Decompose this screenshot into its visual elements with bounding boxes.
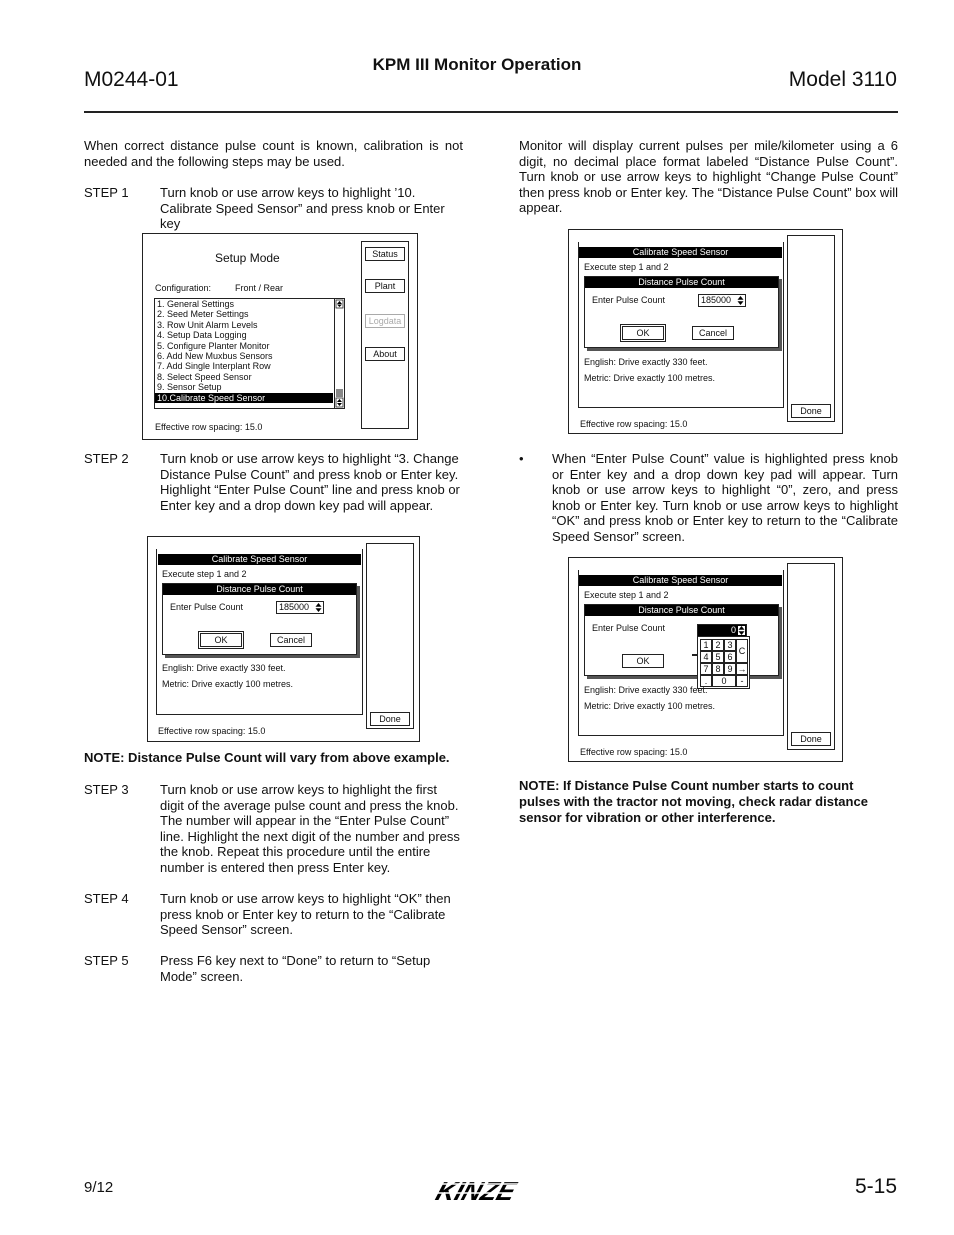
- step-4: [84, 891, 463, 938]
- pulse-count-value: 185000: [701, 295, 732, 305]
- pulse-count-value: 185000: [279, 602, 310, 612]
- calibrate-title-bar: Calibrate Speed Sensor: [158, 554, 361, 565]
- calibrate-screen-right: [568, 229, 843, 434]
- key-2[interactable]: 2: [712, 639, 724, 651]
- ok-button[interactable]: OK: [200, 633, 242, 647]
- calibrate-keypad-screen: [568, 557, 843, 762]
- row-spacing-footer: Effective row spacing: 15.0: [155, 422, 263, 432]
- english-text: English: Drive exactly 330 feet.: [162, 663, 286, 673]
- execute-text: Execute step 1 and 2: [584, 590, 669, 600]
- menu-items: [155, 299, 333, 403]
- key-6[interactable]: 6: [724, 651, 736, 663]
- row-spacing-footer: Effective row spacing: 15.0: [580, 747, 688, 757]
- kinze-logo: [428, 1176, 550, 1211]
- enter-pulse-label: Enter Pulse Count: [170, 602, 244, 612]
- step-label: STEP 3: [84, 782, 129, 797]
- enter-pulse-label: Enter Pulse Count: [592, 623, 666, 633]
- calibrate-panel: [578, 242, 784, 408]
- dialog-title-bar: Distance Pulse Count: [163, 584, 356, 595]
- step-5: [84, 953, 463, 984]
- list-item[interactable]: 4. Setup Data Logging: [157, 330, 247, 341]
- step-text: Turn knob or use arrow keys to highlight “3. Change Distance Pulse Count” and press knob or Enter key. Highlight “Enter Pulse Count” line and press knob or Enter key and a drop down key pad will appear.: [160, 451, 460, 513]
- bullet-text: When “Enter Pulse Count” value is highlighted press knob or Enter key and a drop down key pad will appear. Turn knob or use arrow keys to highlight “0”, zero, and press knob or Enter key. Turn knob or use arrow keys to highlight “OK” and press knob or Enter key to return to the “Calibrate Speed Sensor” screen.: [552, 451, 898, 544]
- function-key-panel: [787, 235, 835, 422]
- key-minus[interactable]: -: [736, 675, 748, 687]
- list-item[interactable]: 7. Add Single Interplant Row: [157, 361, 271, 372]
- dialog-title-bar: Distance Pulse Count: [585, 605, 778, 616]
- kinze-logo-icon: [428, 1176, 550, 1206]
- metric-text: Metric: Drive exactly 100 metres.: [162, 679, 294, 689]
- list-item[interactable]: 5. Configure Planter Monitor: [157, 340, 270, 351]
- step-text: Press F6 key next to “Done” to return to “Setup Mode” screen.: [160, 953, 431, 984]
- row-spacing-footer: Effective row spacing: 15.0: [158, 726, 266, 736]
- key-7[interactable]: 7: [700, 663, 712, 675]
- metric-text: Metric: Drive exactly 100 metres.: [584, 701, 716, 711]
- done-button[interactable]: Done: [791, 732, 831, 746]
- key-clear[interactable]: C: [736, 639, 748, 663]
- setup-mode-screen: [142, 233, 418, 440]
- key-1[interactable]: 1: [700, 639, 712, 651]
- right-intro: Monitor will display current pulses per mile/kilometer using a 6 digit, no decimal place format labeled “Distance Pulse Count”. Turn knob or use arrow keys to highlight “Change Pulse Count” then press knob or Enter key. The “Distance Pulse Count” box will appear.: [519, 138, 898, 215]
- bullet-symbol: •: [519, 451, 524, 466]
- list-item[interactable]: 2. Seed Meter Settings: [157, 309, 249, 320]
- config-value: Front / Rear: [235, 283, 284, 293]
- header-rule: [84, 111, 898, 113]
- bullet-paragraph: [519, 451, 898, 544]
- enter-pulse-label: Enter Pulse Count: [592, 295, 666, 305]
- key-3[interactable]: 3: [724, 639, 736, 651]
- step-label: STEP 2: [84, 451, 129, 466]
- page-title: KPM III Monitor Operation: [372, 55, 582, 74]
- list-item[interactable]: 9. Sensor Setup: [157, 382, 222, 393]
- scrollbar-arrows-icon: [335, 299, 344, 408]
- key-5[interactable]: 5: [712, 651, 724, 663]
- row-spacing-footer: Effective row spacing: 15.0: [580, 419, 688, 429]
- step-label: STEP 1: [84, 185, 129, 200]
- ok-button[interactable]: OK: [622, 326, 664, 340]
- execute-text: Execute step 1 and 2: [584, 262, 669, 272]
- execute-text: Execute step 1 and 2: [162, 569, 247, 579]
- list-item-selected[interactable]: 10.Calibrate Speed Sensor: [155, 393, 333, 403]
- list-item[interactable]: 3. Row Unit Alarm Levels: [157, 319, 258, 330]
- pulse-count-value: 0: [730, 625, 736, 635]
- function-key-panel: [366, 543, 414, 729]
- setup-menu-list[interactable]: [154, 298, 345, 409]
- step-label: STEP 5: [84, 953, 129, 968]
- step-1: [84, 185, 463, 232]
- calibrate-screen-left: [147, 536, 420, 742]
- function-key-panel: [361, 241, 409, 429]
- key-9[interactable]: 9: [724, 663, 736, 675]
- screen-title: Setup Mode: [215, 251, 280, 265]
- plant-button[interactable]: Plant: [365, 279, 405, 293]
- key-0[interactable]: 0: [712, 675, 736, 687]
- calibrate-title-bar: Calibrate Speed Sensor: [579, 247, 782, 258]
- cancel-button[interactable]: Cancel: [692, 326, 734, 340]
- step-label: STEP 4: [84, 891, 129, 906]
- scrollbar[interactable]: [334, 299, 344, 408]
- key-enter-arrow[interactable]: →: [737, 664, 747, 674]
- key-decimal[interactable]: .: [700, 675, 712, 687]
- english-text: English: Drive exactly 330 feet.: [584, 685, 708, 695]
- page-number: 5-15: [854, 1175, 897, 1198]
- list-item[interactable]: 1. General Settings: [157, 299, 235, 309]
- cancel-button[interactable]: Cancel: [270, 633, 312, 647]
- note-pulse-vary: NOTE: Distance Pulse Count will vary from above example.: [84, 750, 450, 765]
- ok-button[interactable]: OK: [622, 654, 664, 668]
- step-text: Turn knob or use arrow keys to highlight ’10. Calibrate Speed Sensor” and press knob or Enter key: [160, 185, 445, 231]
- list-item[interactable]: 6. Add New Muxbus Sensors: [157, 351, 273, 362]
- metric-text: Metric: Drive exactly 100 metres.: [584, 373, 716, 383]
- key-8[interactable]: 8: [712, 663, 724, 675]
- calibrate-title-bar: Calibrate Speed Sensor: [579, 575, 782, 586]
- step-3: [84, 782, 463, 875]
- logdata-button[interactable]: Logdata: [365, 314, 405, 328]
- step-text: Turn knob or use arrow keys to highlight “OK” then press knob or Enter key to return to the “Calibrate Speed Sensor” screen.: [160, 891, 451, 937]
- revision-date: 9/12: [84, 1179, 114, 1196]
- about-button[interactable]: About: [365, 347, 405, 361]
- done-button[interactable]: Done: [791, 404, 831, 418]
- left-intro: When correct distance pulse count is known, calibration is not needed and the following steps may be used.: [84, 138, 463, 169]
- function-key-panel: [787, 563, 835, 750]
- brand-text: KINZE: [432, 1176, 520, 1206]
- list-item[interactable]: 8. Select Speed Sensor: [157, 371, 252, 382]
- english-text: English: Drive exactly 330 feet.: [584, 357, 708, 367]
- note-radar-sensor: NOTE: If Distance Pulse Count number starts to count pulses with the tractor not moving, check radar distance sensor for vibration or other interference.: [519, 778, 868, 825]
- calibrate-panel: [156, 549, 363, 715]
- calibrate-panel: [578, 570, 784, 736]
- config-label: Configuration:: [155, 283, 212, 293]
- document-number: M0244-01: [84, 68, 179, 91]
- step-text: Turn knob or use arrow keys to highlight the first digit of the average pulse count and press the knob. The number will appear in the “Enter Pulse Count” line. Highlight the next digit of the number and press the knob. Repeat this procedure until the entire number is entered then press Enter key.: [160, 782, 460, 875]
- done-button[interactable]: Done: [370, 712, 410, 726]
- key-4[interactable]: 4: [700, 651, 712, 663]
- step-2: [84, 451, 463, 513]
- dialog-title-bar: Distance Pulse Count: [585, 277, 778, 288]
- status-button[interactable]: Status: [365, 247, 405, 261]
- model-name: Model 3110: [788, 68, 897, 91]
